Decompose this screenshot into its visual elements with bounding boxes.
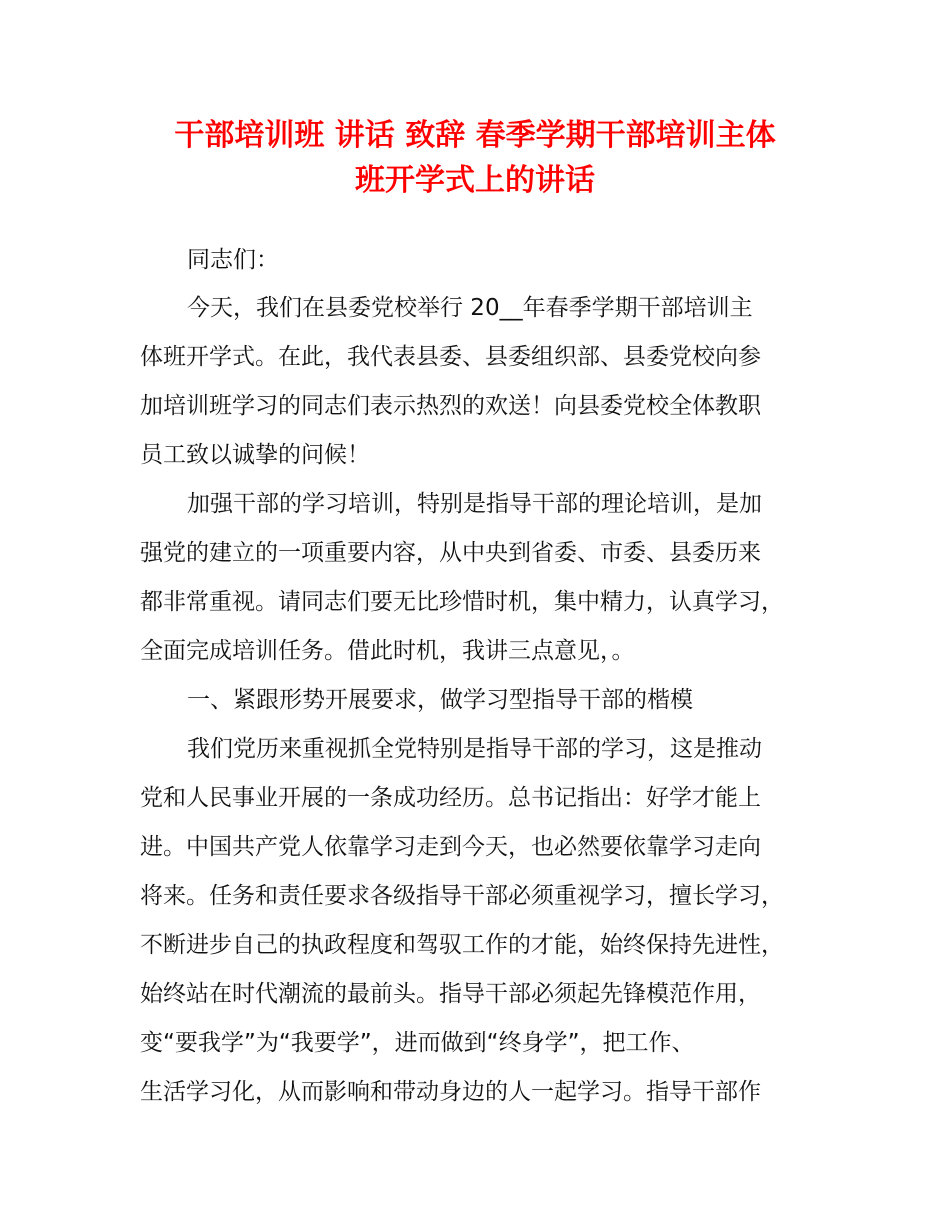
- body-line: 生活学习化，从而影响和带动身边的人一起学习。指导干部作: [140, 1079, 761, 1105]
- section-heading: 一、紧跟形势开展要求，做学习型指导干部的楷模: [187, 687, 693, 713]
- body-line: 不断进步自己的执政程度和驾驭工作的才能，始终保持先进性，: [140, 932, 784, 958]
- body-line: 党和人民事业开展的一条成功经历。总书记指出：好学才能上: [140, 785, 761, 811]
- body-line: 加强干部的学习培训，特别是指导干部的理论培训，是加: [187, 491, 762, 517]
- body-line: 变“要我学”为“我要学”，进而做到“终身学”，把工作、: [140, 1030, 695, 1056]
- body-line: 将来。任务和责任要求各级指导干部必须重视学习，擅长学习，: [140, 883, 784, 909]
- body-line: 加培训班学习的同志们表示热烈的欢送！向县委党校全体教职: [140, 393, 761, 419]
- body-line: 今天，我们在县委党校举行 20__年春季学期干部培训主: [187, 295, 753, 321]
- body-line: 始终站在时代潮流的最前头。指导干部必须起先锋模范作用，: [140, 981, 761, 1007]
- body-line: 强党的建立的一项重要内容，从中央到省委、市委、县委历来: [140, 540, 761, 566]
- document-title-line-2: 班开学式上的讲话: [355, 163, 595, 198]
- body-line: 我们党历来重视抓全党特别是指导干部的学习，这是推动: [187, 736, 762, 762]
- body-line: 进。中国共产党人依靠学习走到今天，也必然要依靠学习走向: [140, 834, 761, 860]
- body-line: 员工致以诚挚的问候！: [140, 442, 370, 468]
- body-line: 全面完成培训任务。借此时机，我讲三点意见，。: [140, 638, 635, 664]
- body-line: 体班开学式。在此，我代表县委、县委组织部、县委党校向参: [140, 344, 761, 370]
- body-line: 都非常重视。请同志们要无比珍惜时机，集中精力，认真学习，: [140, 589, 784, 615]
- salutation: 同志们：: [187, 247, 279, 273]
- document-title-line-1: 干部培训班 讲话 致辞 春季学期干部培训主体: [174, 118, 776, 153]
